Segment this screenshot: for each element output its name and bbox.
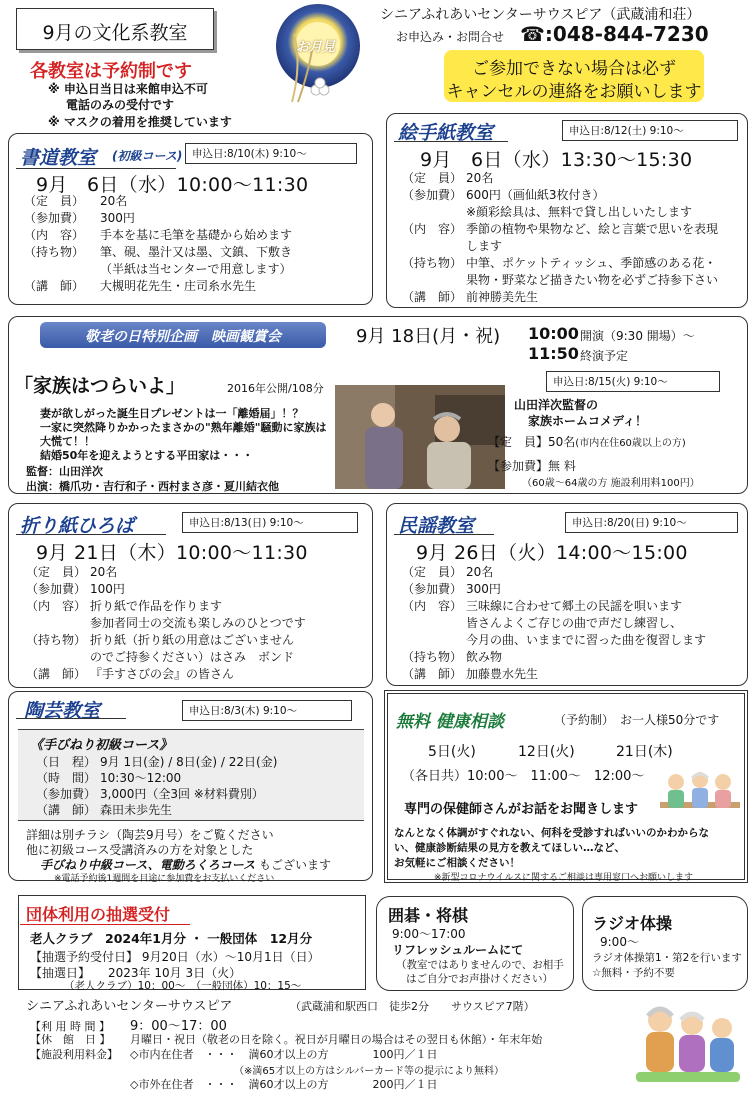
shodo-detail-value: 20名	[100, 194, 128, 208]
radio-note-2: ☆無料・予約不要	[592, 967, 675, 979]
health-date-1: 5日(火)	[428, 744, 476, 760]
minyo-title: 民謡教室	[398, 515, 475, 537]
minyo-apply-date: 申込日:8/20(日) 9:10～	[565, 512, 738, 533]
movie-capacity-label: 【定 員】	[488, 435, 549, 449]
cancel-line-1: ご参加できない場合は必ず	[472, 59, 676, 79]
origami-detail-value: 20名	[90, 565, 118, 579]
health-headline: 専門の保健師さんがお話をお聞きします	[404, 802, 639, 817]
etegami-title: 絵手紙教室	[398, 122, 494, 144]
radio-title: ラジオ体操	[592, 914, 673, 933]
shodo-detail-label: （内 容）	[24, 228, 85, 242]
footer-access: （武蔵浦和駅西口 徒歩2分 サウスピア7階）	[290, 1000, 535, 1013]
lottery-line-4: （老人クラブ）10：00～ （一般団体）10：15～	[64, 980, 302, 992]
movie-desc-3: 大慌て！！	[40, 435, 95, 448]
togei-note-3b: もございます	[259, 858, 332, 872]
etegami-detail-value: します	[466, 239, 503, 253]
origami-detail-value: 100円	[90, 582, 125, 596]
etegami-apply-date: 申込日:8/12(土) 9:10～	[562, 120, 738, 141]
origami-detail-row	[26, 633, 294, 648]
etegami-detail-label: （持ち物）	[402, 256, 463, 270]
etegami-detail-value: 600円（画仙紙3枚付き）	[466, 188, 605, 202]
togei-detail-label: （参加費）	[36, 787, 97, 801]
origami-detail-value: 『手すさびの会』の皆さん	[90, 667, 235, 681]
elderly-people-illustration	[636, 996, 740, 1084]
health-date-2: 12日(火)	[518, 744, 575, 760]
minyo-detail-row	[402, 565, 493, 580]
movie-fee-label: 【参加費】	[488, 459, 549, 473]
phone-number: ☎:048-844-7230	[520, 22, 709, 46]
minyo-detail-row	[402, 616, 682, 631]
togei-note-1: 詳細は別チラシ（陶芸9月号）をご覧ください	[26, 828, 274, 842]
togei-title: 陶芸教室	[24, 700, 101, 722]
movie-capacity-row	[488, 433, 686, 450]
movie-apply-date: 申込日:8/15(火) 9:10～	[546, 371, 720, 392]
origami-detail-row	[26, 565, 117, 580]
movie-capacity-note: (市内在住60歳以上の方)	[575, 438, 686, 449]
shodo-detail-row	[24, 262, 292, 277]
etegami-detail-row	[402, 205, 692, 220]
togei-detail-row	[36, 771, 181, 786]
radio-note-1: ラジオ体操第1・第2を行います	[592, 952, 742, 964]
lottery-line-3: 【抽選日】 2023年 10月 3日（火）	[30, 966, 242, 980]
togei-course: 《手びねり初級コース》	[30, 738, 173, 753]
etegami-detail-value: 果物・野菜など描きたい物を必ずご持参下さい	[466, 273, 719, 287]
shodo-date: 9月 6日（水）10:00～11:30	[36, 174, 309, 196]
origami-underline	[16, 534, 166, 535]
minyo-detail-value: 20名	[466, 565, 494, 579]
movie-banner-text: 敬老の日特別企画 映画観賞会	[85, 329, 281, 345]
notice-line-3: ※ マスクの着用を推奨しています	[48, 115, 232, 129]
togei-underline	[16, 718, 126, 719]
movie-fee: 無 料	[548, 459, 576, 473]
movie-start-note: 開演（9:30 開場）～	[580, 329, 695, 343]
health-desc-2: い、健康診断結果の見方を教えてほしい…など、	[394, 842, 625, 854]
health-date-3: 21日(木)	[616, 744, 673, 760]
movie-desc-2: 一家に突然降りかかったまさかの"熟年離婚"騒動に家族は	[40, 421, 327, 434]
togei-detail-label: （日 程）	[36, 755, 97, 769]
shodo-detail-label: （持ち物）	[24, 245, 85, 259]
reservation-notice: 各教室は予約制です	[30, 61, 192, 82]
etegami-detail-row	[402, 273, 718, 288]
health-times: （各日共）10:00～ 11:00～ 12:00～	[402, 769, 645, 784]
minyo-detail-label: （参加費）	[402, 582, 463, 596]
minyo-detail-label: （内 容）	[402, 599, 463, 613]
movie-fee-note: （60歳～64歳の方 施設利用料100円）	[522, 478, 700, 489]
minyo-detail-value: 今月の曲、いままでに習った曲を復習します	[466, 633, 707, 647]
origami-detail-value: 折り紙で作品を作ります	[90, 599, 223, 613]
shodo-title: 書道教室	[20, 147, 97, 169]
minyo-underline	[394, 534, 494, 535]
minyo-detail-value: 300円	[466, 582, 501, 596]
shodo-detail-row	[24, 279, 256, 294]
movie-fee-row	[488, 457, 576, 474]
movie-tagline-1: 山田洋次監督の	[514, 398, 599, 412]
footer-fee-row	[30, 1046, 437, 1062]
shodo-detail-row	[24, 245, 292, 260]
cancel-box	[444, 50, 704, 102]
movie-desc-1: 妻が欲しがった誕生日プレゼントは一「離婚届」！？	[40, 407, 304, 420]
etegami-detail-label: （講 師）	[402, 290, 463, 304]
title-banner	[16, 8, 214, 50]
moon-illustration	[272, 4, 364, 104]
movie-still-photo	[335, 385, 505, 489]
togei-detail-value: 10:30～12:00	[100, 771, 182, 785]
etegami-detail-label: （内 容）	[402, 222, 463, 236]
minyo-detail-row	[402, 650, 502, 665]
shodo-detail-row	[24, 211, 135, 226]
lottery-title: 団体利用の抽選受付	[26, 905, 171, 924]
shodo-detail-value: 大槻明花先生・庄司糸水先生	[100, 279, 257, 293]
shodo-detail-value: （半紙は当センターで用意します）	[100, 262, 292, 276]
igo-note-2: はご自分でお声掛けください）	[406, 973, 553, 985]
org-name: シニアふれあいセンターサウスピア（武蔵浦和荘）	[380, 7, 701, 23]
etegami-date: 9月 6日（水）13:30～15:30	[420, 149, 693, 171]
togei-detail-value: 9月 1日(金) / 8日(金) / 22日(金)	[100, 755, 278, 769]
movie-banner	[40, 322, 326, 348]
minyo-detail-value: 皆さんよくご存じの曲で声だし練習し、	[466, 616, 683, 630]
etegami-detail-row	[402, 222, 718, 237]
footer-hours: 9：00～17：00	[130, 1019, 227, 1034]
togei-note-3a: 手びねり中級コース、電動ろくろコース	[40, 858, 256, 872]
notice-line-1: ※ 申込日当日は来館申込不可	[48, 82, 208, 96]
etegami-detail-value: 20名	[466, 171, 494, 185]
origami-detail-label: （参加費）	[26, 582, 87, 596]
minyo-detail-value: 三味線に合わせて郷土の民謡を唄います	[466, 599, 683, 613]
footer-closed-label: 【休 館 日 】	[30, 1033, 111, 1046]
shodo-detail-label: （定 員）	[24, 194, 85, 208]
igo-note-1: （教室ではありませんので、お相手	[396, 959, 564, 971]
movie-tagline-2: 家族ホームコメディ！	[528, 414, 648, 428]
health-desc-3: お気軽にご相談ください！	[394, 857, 520, 869]
togei-detail-row	[36, 787, 264, 802]
minyo-detail-row	[402, 667, 538, 682]
footer-fee-1: ◇市内在住者 ・・・ 満60才以上の方 100円／１日	[130, 1048, 438, 1061]
origami-detail-label: （持ち物）	[26, 633, 87, 647]
origami-detail-row	[26, 616, 306, 631]
minyo-detail-label: （定 員）	[402, 565, 463, 579]
togei-detail-label: （時 間）	[36, 771, 97, 785]
shodo-detail-label: （参加費）	[24, 211, 85, 225]
etegami-underline	[394, 141, 508, 142]
origami-detail-row	[26, 667, 234, 682]
shodo-detail-row	[24, 194, 127, 209]
origami-detail-label: （定 員）	[26, 565, 87, 579]
health-footnote: ※新型コロナウイルスに関するご相談は専用窓口へお願いします	[434, 873, 694, 883]
etegami-detail-value: 中筆、ポケットティッシュ、季節感のある花・	[466, 256, 717, 270]
footer-closed-row	[30, 1031, 542, 1047]
togei-detail-value: 3,000円（全3回 ※材料費別）	[100, 787, 264, 801]
footer-fee-note: （※満65才以上の方はシルバーカード等の提示により無料）	[234, 1066, 504, 1077]
etegami-detail-row	[402, 239, 502, 254]
etegami-detail-value: ※顔彩絵具は、無料で貸し出しいたします	[466, 205, 693, 219]
footer-hours-label: 【利 用 時 間 】	[30, 1020, 110, 1033]
lottery-line-2: 【抽選予約受付日】 9月20日（水）～10月1日（日）	[30, 950, 320, 964]
shodo-subtitle: (初級コース)	[112, 149, 183, 163]
movie-date: 9月 18日(月・祝)	[356, 326, 501, 347]
page-title: 9月の文化系教室	[42, 22, 188, 44]
moon-text: お月見	[296, 40, 336, 55]
etegami-detail-row	[402, 188, 605, 203]
origami-detail-label: （講 師）	[26, 667, 87, 681]
etegami-detail-label: （定 員）	[402, 171, 463, 185]
health-illustration	[660, 768, 740, 818]
movie-director: 監督：山田洋次	[26, 465, 103, 478]
minyo-detail-value: 加藤豊水先生	[466, 667, 539, 681]
minyo-detail-row	[402, 633, 706, 648]
origami-detail-row	[26, 582, 125, 597]
movie-title: 「家族はつらいよ」	[14, 375, 186, 397]
etegami-detail-value: 季節の植物や果物など、絵と言葉で思いを表現	[466, 222, 719, 236]
movie-desc-4: 結婚50年を迎えようとする平田家は・・・	[40, 449, 254, 462]
origami-date: 9月 21日（木）10:00～11:30	[36, 542, 308, 564]
togei-note-4: ※電話予約後1週間を目途に参加費をお支払いください	[54, 874, 275, 884]
origami-detail-value: のでご持参ください）はさみ ボンド	[90, 650, 295, 664]
igo-time: 9:00～17:00	[392, 927, 466, 941]
origami-title: 折り紙ひろば	[20, 515, 135, 537]
igo-place: リフレッシュルームにて	[392, 943, 524, 957]
origami-detail-label: （内 容）	[26, 599, 87, 613]
shodo-apply-date: 申込日:8/10(木) 9:10～	[185, 143, 357, 164]
minyo-detail-row	[402, 582, 501, 597]
togei-note-2: 他に初級コース受講済みの方を対象とした	[26, 843, 254, 857]
radio-time: 9:00～	[600, 935, 639, 949]
minyo-detail-row	[402, 599, 682, 614]
contact-label: お申込み・お問合せ	[396, 30, 505, 44]
lottery-title-underline	[20, 924, 190, 925]
notice-line-2: 電話のみの受付です	[66, 98, 175, 112]
origami-detail-value: 参加者同士の交流も楽しみのひとつです	[90, 616, 306, 630]
movie-cast: 出演：橋爪功・吉行和子・西村まさ彦・夏川結衣他	[26, 480, 279, 493]
minyo-detail-label: （持ち物）	[402, 650, 463, 664]
lottery-line-1: 老人クラブ 2024年1月分 ・ 一般団体 12月分	[30, 931, 313, 946]
shodo-detail-value: 300円	[100, 211, 135, 225]
origami-apply-date: 申込日:8/13(日) 9:10～	[182, 512, 358, 533]
minyo-detail-label: （講 師）	[402, 667, 463, 681]
etegami-detail-row	[402, 171, 493, 186]
footer-name: シニアふれあいセンターサウスピア	[26, 999, 233, 1014]
footer-closed: 月曜日・祝日（敬老の日を除く。祝日が月曜日の場合はその翌日も休館）・年末年始	[130, 1033, 543, 1046]
minyo-date: 9月 26日（火）14:00～15:00	[416, 542, 688, 564]
shodo-detail-label: （講 師）	[24, 279, 85, 293]
shodo-detail-row	[24, 228, 292, 243]
health-desc-1: なんとなく体調がすぐれない、何科を受診すればいいのかわからな	[394, 827, 709, 839]
igo-title: 囲碁・将棋	[388, 906, 469, 925]
cancel-line-2: キャンセルの連絡をお願いします	[446, 82, 702, 102]
togei-detail-row	[36, 755, 277, 770]
shodo-underline	[16, 168, 176, 169]
origami-detail-row	[26, 650, 294, 665]
health-title: 無料 健康相談	[396, 712, 504, 732]
togei-apply-date: 申込日:8/3(木) 9:10～	[182, 700, 352, 721]
movie-capacity: 50名	[548, 435, 576, 449]
origami-detail-value: 折り紙（折り紙の用意はございません	[90, 633, 295, 647]
health-note: （予約制） お一人様50分です	[554, 713, 720, 727]
movie-end-note: 終演予定	[580, 349, 629, 363]
etegami-detail-label: （参加費）	[402, 188, 463, 202]
movie-year: 2016年公開/108分	[227, 382, 324, 395]
movie-start-time: 10:00	[528, 324, 579, 343]
footer-fee-label: 【施設利用料金】	[30, 1048, 118, 1061]
etegami-detail-value: 前神勝美先生	[466, 290, 539, 304]
togei-detail-label: （講 師）	[36, 803, 97, 817]
footer-fee-2: ◇市外在住者 ・・・ 満60才以上の方 200円／１日	[130, 1078, 438, 1091]
etegami-detail-row	[402, 256, 716, 271]
shodo-detail-value: 筆、硯、墨汁又は墨、文鎮、下敷き	[100, 245, 293, 259]
shodo-detail-value: 手本を基に毛筆を基礎から始めます	[100, 228, 293, 242]
togei-detail-value: 森田未歩先生	[100, 803, 173, 817]
minyo-detail-value: 飲み物	[466, 650, 503, 664]
etegami-detail-row	[402, 290, 538, 305]
togei-detail-row	[36, 803, 172, 818]
origami-detail-row	[26, 599, 222, 614]
movie-end-time: 11:50	[528, 344, 579, 363]
